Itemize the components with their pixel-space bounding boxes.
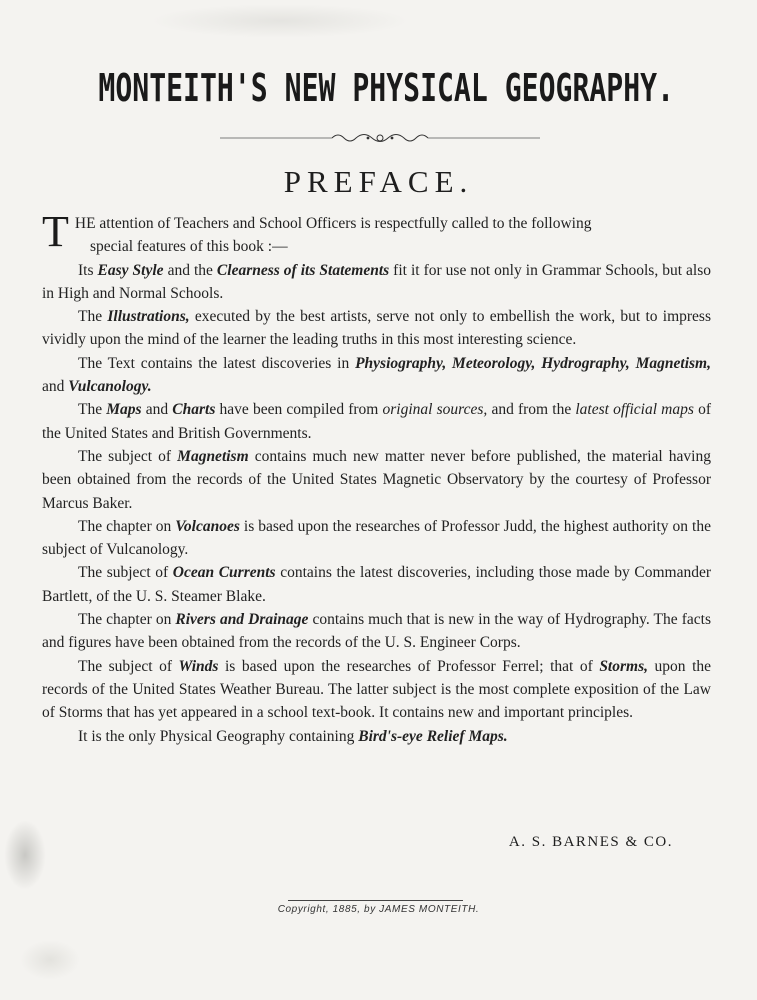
italic-text: original sources, bbox=[382, 401, 488, 419]
section-heading: PREFACE. bbox=[283, 164, 474, 199]
emphasis: Maps bbox=[106, 401, 142, 419]
italic-text: latest official maps bbox=[575, 401, 694, 419]
text-run: Its bbox=[78, 261, 98, 279]
text-run: and bbox=[141, 401, 173, 419]
paragraph bbox=[42, 515, 711, 562]
paragraph-text: special features of this book :— bbox=[90, 238, 288, 256]
emphasis: Volcanoes bbox=[175, 517, 240, 535]
text-run: executed by the best artists, serve not only to embellish the work, but to impress vividly upon the mind of the learner the leading truths in this most interesting science. bbox=[42, 308, 711, 349]
paragraph bbox=[42, 445, 711, 515]
paper-stain bbox=[150, 4, 410, 38]
text-run: The chapter on bbox=[78, 517, 176, 535]
emphasis: Clearness of its Statements bbox=[216, 261, 390, 279]
paragraph-text: HE attention of Teachers and School Officers is respectfully called to the following bbox=[74, 215, 592, 232]
text-run: The bbox=[78, 308, 108, 326]
emphasis: Winds bbox=[178, 657, 219, 675]
drop-cap: T bbox=[42, 207, 69, 256]
emphasis: Storms, bbox=[599, 657, 648, 675]
text-run: contains much new matter never before published, the material having been obtained from the records of the United States Magnetic Observatory by the courtesy of Professor Marcus Baker. bbox=[42, 447, 711, 512]
paragraph bbox=[42, 259, 711, 306]
text-run: of the United States and British Governments. bbox=[42, 401, 711, 442]
emphasis: Ocean Currents bbox=[172, 564, 276, 582]
text-run: The subject of bbox=[78, 447, 178, 465]
text-run: The chapter on bbox=[78, 611, 176, 629]
emphasis: Magnetism bbox=[177, 447, 249, 465]
emphasis: Physiography, Meteorology, Hydrography, Magnetism, bbox=[355, 354, 711, 372]
text-run: and the bbox=[163, 261, 217, 279]
paragraph bbox=[42, 655, 711, 725]
text-run: upon the records of the United States Weather Bureau. The latter subject is the most complete exposition of the Law of Storms that has yet appeared in a school text-book. It contains new and important principles. bbox=[42, 657, 711, 722]
text-run: contains the latest discoveries, including those made by Commander Bartlett, of the U. S. Steamer Blake. bbox=[42, 564, 712, 605]
text-run: fit it for use not only in Grammar Schools, but also in High and Normal Schools. bbox=[42, 261, 712, 302]
text-run: It is the only Physical Geography containing bbox=[78, 727, 359, 745]
emphasis: Charts bbox=[172, 401, 216, 419]
text-run: is based upon the researches of Professor Judd, the highest authority on the subject of Vulcanology. bbox=[42, 517, 711, 559]
preface-body bbox=[42, 207, 712, 748]
emphasis: Illustrations, bbox=[107, 308, 190, 326]
paragraph bbox=[42, 305, 711, 352]
paragraph bbox=[42, 352, 711, 399]
paragraph bbox=[42, 608, 711, 655]
paragraph bbox=[42, 725, 711, 748]
text-run: The subject of bbox=[78, 564, 173, 582]
copyright-notice: Copyright, 1885, by JAMES MONTEITH. bbox=[277, 904, 480, 915]
emphasis: Bird's-eye Relief Maps. bbox=[358, 727, 508, 745]
text-run: is based upon the researches of Professor Ferrel; that of bbox=[218, 657, 600, 675]
publisher-signature: A. S. BARNES & CO. bbox=[508, 834, 673, 850]
copyright-rule bbox=[288, 900, 463, 901]
text-run: have been compiled from bbox=[215, 401, 383, 419]
text-run: and bbox=[42, 378, 69, 396]
emphasis: Easy Style bbox=[97, 261, 164, 279]
text-run: contains much that is new in the way of Hydrography. The facts and figures have been obtained from the records of the U. S. Engineer Corps. bbox=[42, 611, 711, 652]
paper-stain bbox=[20, 940, 80, 980]
text-run: and from the bbox=[487, 401, 576, 419]
book-title: MONTEITH'S NEW PHYSICAL GEOGRAPHY. bbox=[98, 66, 675, 110]
text-run: The bbox=[78, 401, 107, 419]
paper-stain bbox=[4, 820, 46, 890]
paragraph bbox=[42, 398, 711, 445]
ornamental-divider bbox=[220, 128, 540, 148]
emphasis: Rivers and Drainage bbox=[175, 611, 309, 629]
emphasis: Vulcanology. bbox=[68, 378, 152, 396]
paragraph bbox=[42, 561, 711, 608]
paragraph bbox=[42, 207, 711, 259]
text-run: The subject of bbox=[78, 657, 179, 675]
text-run: The Text contains the latest discoveries in bbox=[78, 354, 356, 372]
